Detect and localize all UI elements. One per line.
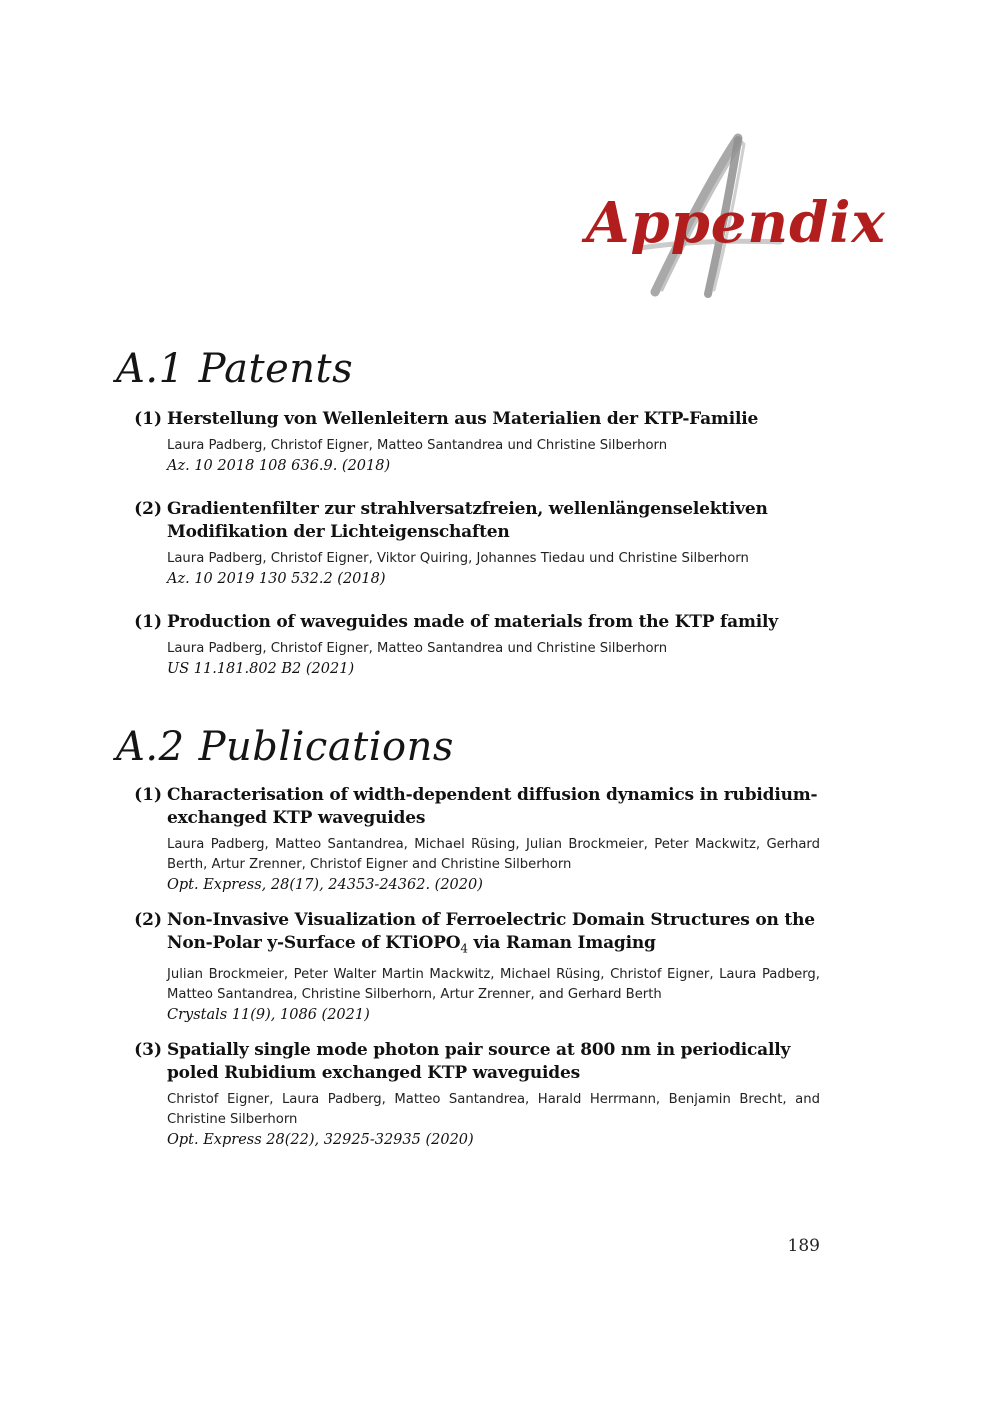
section-title: Patents: [198, 346, 354, 392]
chapter-title: Appendix: [586, 190, 886, 256]
entry-title: Production of waveguides made of materials from the KTP family: [167, 612, 778, 632]
entry-authors: Christof Eigner, Laura Padberg, Matteo Santandrea, Harald Herrmann, Benjamin Brecht, and Christine Silberhorn: [167, 1092, 820, 1128]
entry-index: (2): [134, 910, 162, 930]
section-number: A.1: [116, 346, 185, 392]
entry-authors: Laura Padberg, Christof Eigner, Matteo Santandrea und Christine Silberhorn: [167, 641, 668, 656]
entry-title: Characterisation of width-dependent diffusion dynamics in rubidium-exchanged KTP waveguides: [167, 785, 818, 828]
entry-reference: Opt. Express 28(22), 32925-32935 (2020): [167, 1132, 474, 1149]
entry-reference: Opt. Express, 28(17), 24353-24362. (2020): [167, 877, 483, 893]
entry-index: (1): [134, 612, 162, 632]
entry-title-suffix: via Raman Imaging: [467, 933, 656, 953]
entry-authors: Laura Padberg, Christof Eigner, Viktor Quiring, Johannes Tiedau und Christine Silberhorn: [167, 551, 749, 566]
section-title: Publications: [198, 724, 454, 770]
entry-reference: Crystals 11(9), 1086 (2021): [167, 1007, 370, 1024]
entry-reference: Az. 10 2019 130 532.2 (2018): [167, 571, 386, 587]
list-item: [128, 611, 820, 679]
section-heading-publications: [116, 724, 454, 770]
entry-title: [167, 909, 820, 960]
entry-authors: Laura Padberg, Matteo Santandrea, Michael Rüsing, Julian Brockmeier, Peter Mackwitz, Gerhard Berth, Artur Zrenner, Christof Eigner and Christine Silberhorn: [167, 837, 820, 872]
entry-reference: Az. 10 2018 108 636.9. (2018): [167, 458, 391, 474]
page-number: 189: [787, 1236, 820, 1256]
entry-title: Spatially single mode photon pair source at 800 nm in periodically poled Rubidium exchanged KTP waveguides: [167, 1040, 791, 1084]
entry-index: (3): [134, 1040, 162, 1061]
entry-index: (1): [134, 785, 162, 805]
publications-list: [128, 784, 820, 1150]
list-item: [128, 784, 820, 895]
entry-title-prefix: Non-Invasive Visualization of Ferroelectric Domain Structures on the Non-Polar y-Surface of KTiOPO: [167, 910, 815, 953]
entry-title-subscript: 4: [460, 941, 468, 956]
entry-reference: US 11.181.802 B2 (2021): [167, 661, 355, 677]
entry-index: (2): [134, 499, 162, 519]
list-item: [128, 1039, 820, 1150]
list-item: [128, 408, 820, 476]
patents-list: [128, 408, 820, 679]
entry-index: (1): [134, 409, 162, 429]
entry-authors: Julian Brockmeier, Peter Walter Martin Mackwitz, Michael Rüsing, Christof Eigner, Laura Padberg, Matteo Santandrea, Christine Silberhorn, Artur Zrenner, and Gerhard Berth: [167, 967, 820, 1003]
section-number: A.2: [116, 724, 185, 770]
entry-title: Gradientenfilter zur strahlversatzfreien, wellenlängenselektiven Modifikation der Lichteigenschaften: [167, 499, 768, 542]
section-heading-patents: [116, 346, 353, 392]
list-item: [128, 498, 820, 589]
entry-title: Herstellung von Wellenleitern aus Materialien der KTP-Familie: [167, 409, 759, 429]
entry-authors: Laura Padberg, Christof Eigner, Matteo Santandrea und Christine Silberhorn: [167, 438, 668, 453]
list-item: [128, 909, 820, 1025]
